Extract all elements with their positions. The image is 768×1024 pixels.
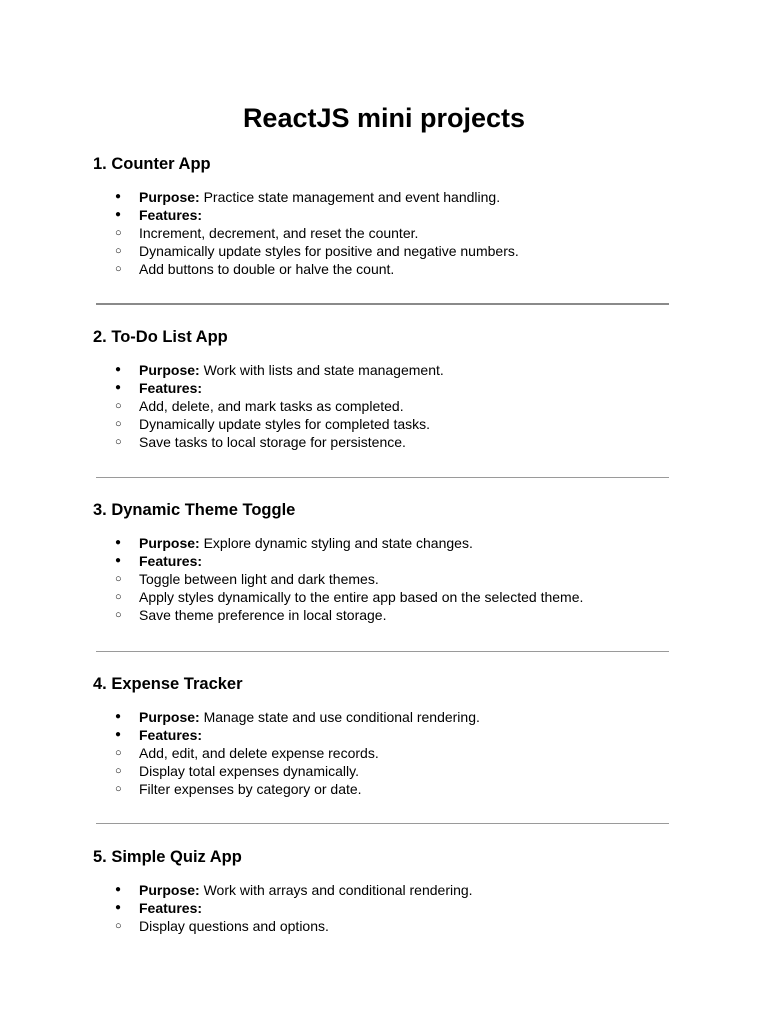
purpose-item — [93, 881, 683, 899]
feature-item: ○ Apply styles dynamically to the entire app based on the selected theme. — [93, 588, 683, 606]
document-title: ReactJS mini projects — [242, 103, 526, 133]
section-heading: 4. Expense Tracker — [93, 675, 243, 693]
section-divider — [96, 651, 669, 652]
features-item — [93, 206, 683, 224]
purpose-label: Purpose: — [139, 189, 200, 205]
bullet-list — [93, 361, 683, 397]
features-item — [93, 552, 683, 570]
purpose-item — [93, 708, 683, 726]
purpose-item — [93, 361, 683, 379]
feature-item: ○ Save theme preference in local storage. — [93, 606, 683, 624]
feature-item: ○ Dynamically update styles for completed tasks. — [93, 415, 683, 433]
feature-item: ○ Dynamically update styles for positive and negative numbers. — [93, 242, 683, 260]
features-item — [93, 379, 683, 397]
section-dynamic-theme-toggle — [93, 500, 683, 624]
feature-item: ○ Add, delete, and mark tasks as completed. — [93, 397, 683, 415]
purpose-label: Purpose: — [139, 535, 200, 551]
feature-list — [93, 917, 683, 935]
purpose-text: Work with lists and state management. — [203, 362, 444, 378]
features-label: Features: — [139, 207, 203, 223]
feature-list — [93, 397, 683, 451]
features-label: Features: — [139, 727, 203, 743]
section-simple-quiz-app — [93, 847, 683, 935]
feature-item: ○ Add, edit, and delete expense records. — [93, 744, 683, 762]
feature-list — [93, 570, 683, 624]
section-divider — [96, 303, 669, 305]
purpose-text: Practice state management and event handling. — [203, 189, 501, 205]
bullet-list — [93, 708, 683, 744]
section-expense-tracker — [93, 674, 683, 798]
features-label: Features: — [139, 900, 203, 916]
features-item — [93, 726, 683, 744]
bullet-list — [93, 188, 683, 224]
purpose-item — [93, 188, 683, 206]
section-divider — [96, 477, 669, 478]
section-divider — [96, 823, 669, 824]
feature-item: ○ Filter expenses by category or date. — [93, 780, 683, 798]
section-counter-app — [93, 154, 683, 278]
purpose-label: Purpose: — [139, 882, 200, 898]
purpose-text: Explore dynamic styling and state changes. — [203, 535, 473, 551]
features-item — [93, 899, 683, 917]
feature-item: ○ Save tasks to local storage for persistence. — [93, 433, 683, 451]
section-heading: 2. To-Do List App — [93, 328, 228, 346]
purpose-text: Manage state and use conditional rendering. — [203, 709, 480, 725]
feature-item: ○ Add buttons to double or halve the count. — [93, 260, 683, 278]
purpose-item — [93, 534, 683, 552]
purpose-label: Purpose: — [139, 362, 200, 378]
section-heading: 1. Counter App — [93, 155, 211, 173]
feature-item: ○ Toggle between light and dark themes. — [93, 570, 683, 588]
features-label: Features: — [139, 553, 203, 569]
feature-item: ○ Display total expenses dynamically. — [93, 762, 683, 780]
feature-item: ○ Display questions and options. — [93, 917, 683, 935]
bullet-list — [93, 534, 683, 570]
feature-item: ○ Increment, decrement, and reset the counter. — [93, 224, 683, 242]
feature-list — [93, 224, 683, 278]
bullet-list — [93, 881, 683, 917]
section-todo-list-app — [93, 327, 683, 451]
purpose-text: Work with arrays and conditional rendering. — [203, 882, 473, 898]
purpose-label: Purpose: — [139, 709, 200, 725]
features-label: Features: — [139, 380, 203, 396]
section-heading: 5. Simple Quiz App — [93, 848, 242, 866]
section-heading: 3. Dynamic Theme Toggle — [93, 501, 296, 519]
feature-list — [93, 744, 683, 798]
